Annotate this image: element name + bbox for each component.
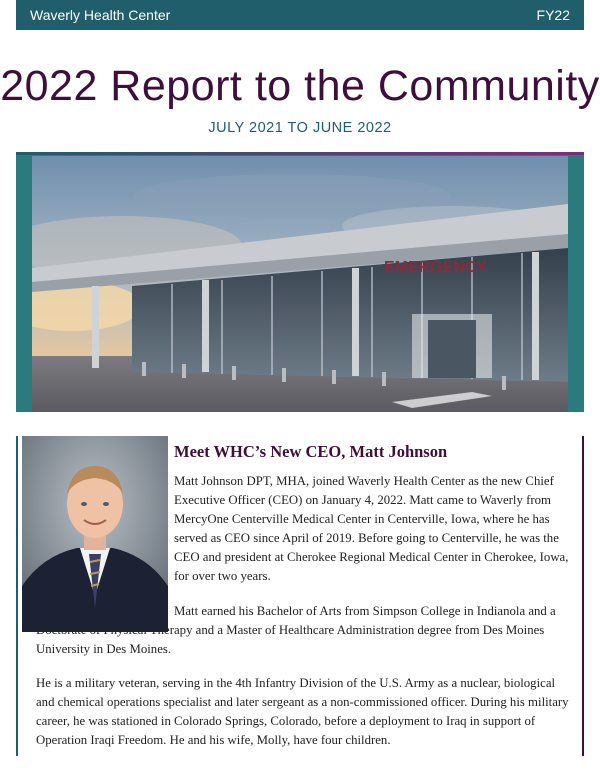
ceo-paragraph-3: He is a military veteran, serving in the 4th Infantry Division of the U.S. Army as a nuclear, biological and chemical operations specialist and later sergeant as a non-commissioned officer. During his military career, he was stationed in Colorado Springs, Colorado, before a deployment to Iraq in support of Operation Iraqi Freedom. He and his wife, Molly, have four children. [36,676,569,747]
org-name: Waverly Health Center [30,7,171,23]
ceo-heading: Meet WHC’s New CEO, Matt Johnson [174,442,448,461]
hero-photo-frame [16,152,584,412]
section-border-left [16,436,18,756]
fiscal-year: FY22 [536,7,570,23]
report-title: 2022 Report to the Community [0,62,600,110]
accent-line [16,152,584,155]
report-period: JULY 2021 TO JUNE 2022 [208,120,392,136]
ceo-section [16,436,584,756]
ceo-paragraph-2: Matt earned his Bachelor of Arts from Simpson College in Indianola and a Doctorate of Physical Therapy and a Master of Healthcare Administration degree from Des Moines University in Des Moines. [36,604,556,656]
ceo-paragraph-1: Matt Johnson DPT, MHA, joined Waverly Health Center as the new Chief Executive Officer (CEO) on January 4, 2022. Matt came to Waverly from MercyOne Centerville Medical Center in Centerville, Iowa, where he has served as CEO since April of 2019. Before going to Centerville, he was the CEO and president at Cherokee Regional Medical Center in Cherokee, Iowa, for over two years. [174,474,569,583]
hospital-building-photo [32,156,568,412]
emergency-sign: EMERGENCY [384,259,488,276]
section-border-right [582,436,584,756]
header-bar [16,0,584,30]
